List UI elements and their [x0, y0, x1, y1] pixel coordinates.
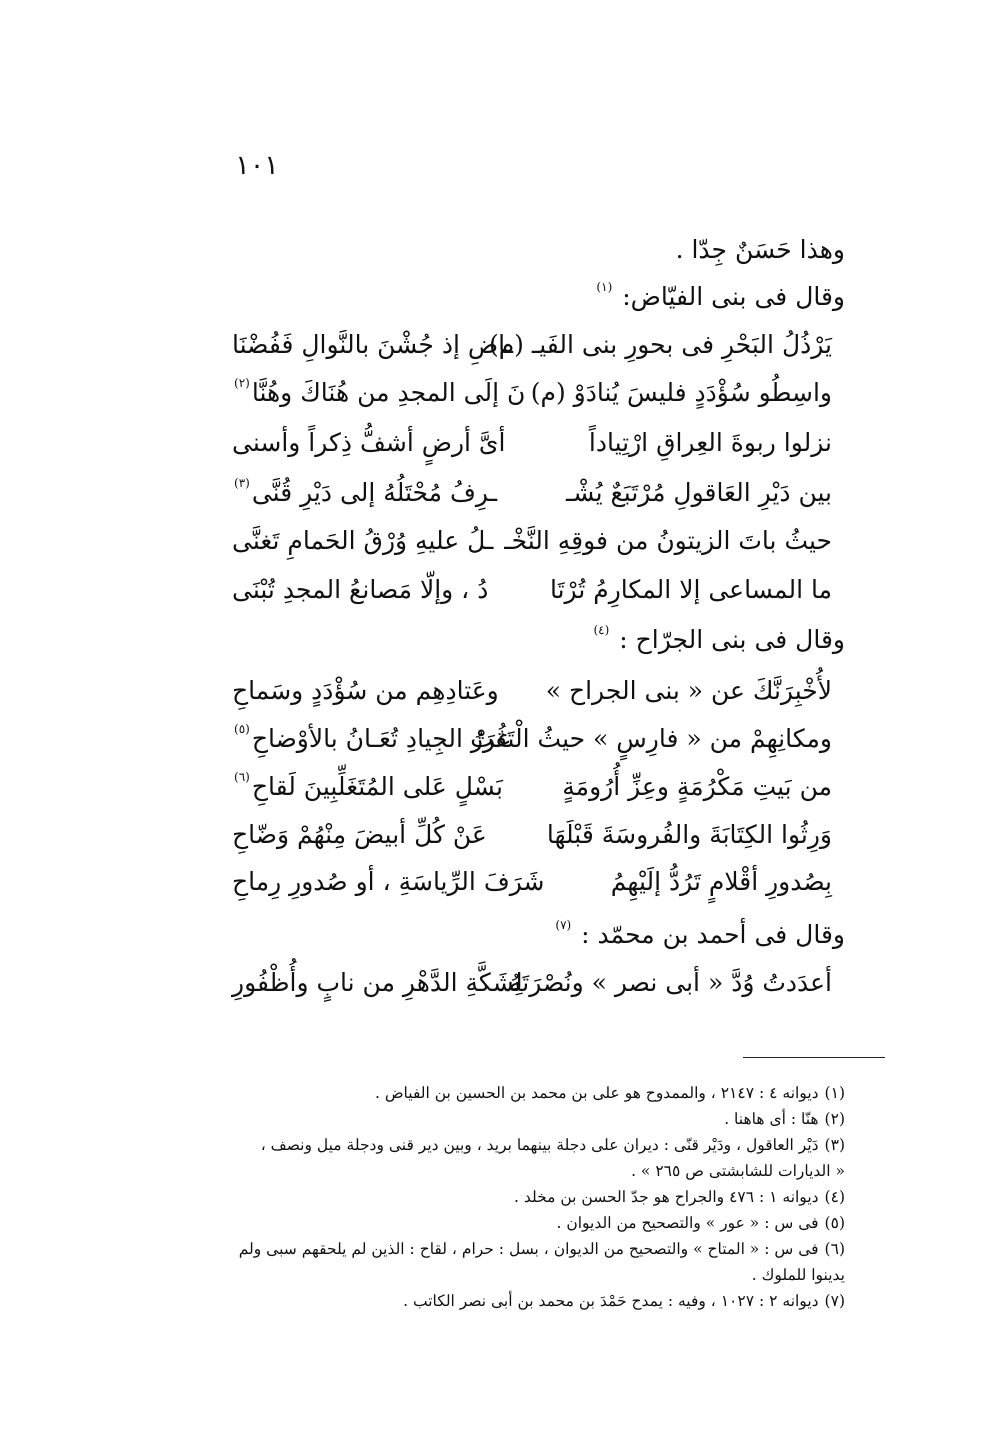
footnotes: [150, 1080, 845, 1314]
footnote: [150, 1132, 845, 1158]
footnote-number: (٤): [824, 1188, 845, 1206]
verse-first-hemistich: نزلوا ربوةَ العِراقِ ارْتِياداً: [588, 428, 832, 457]
section-heading: [165, 282, 845, 312]
footnote-continuation: [150, 1158, 845, 1184]
footnote-text: ديوانه ١ : ٤٧٦ والجراح هو جدّ الحسن بن مخلد .: [514, 1188, 819, 1206]
verse-first-hemistich: بين دَيْرِ العَاقولِ مُرْتَبَعٌ يُشْـ: [565, 478, 832, 507]
footnote-text: ديوانه ٢ : ١٠٢٧ ، وفيه : يمدح حَمْدَ بن محمد بن أبى نصر الكاتب .: [403, 1292, 819, 1310]
verse-text: ـرِفُ مُحْتَلُهُ إلى دَيْرِ قُنَّى: [251, 478, 498, 507]
footnote-text: يدينوا للملوك .: [751, 1266, 845, 1284]
verse-first-hemistich: لأُخْبِرَنَّكَ عن « بنى الجراح »: [545, 676, 832, 705]
verse-text: بَسْلٍ عَلى المُتَغَلِّبِينَ لَقاحِ: [251, 772, 503, 801]
section-heading: [165, 920, 845, 950]
verse-second-hemistich: شَرَفَ الرِّياسَةِ ، أو صُدورِ رِماحِ: [232, 867, 545, 896]
footnote: [150, 1236, 845, 1262]
footnote-ref: (٢): [234, 376, 250, 390]
footnote-ref: (٤): [593, 623, 610, 637]
footnote: [150, 1106, 845, 1132]
heading-text: وقال فى بنى الفيّاض:: [622, 282, 845, 311]
verse-second-hemistich: لِشَكَّةِ الدَّهْرِ من نابٍ وأُظْفُورِ: [232, 968, 523, 997]
verse-first-hemistich: حيثُ باتَ الزيتونُ من فوقِهِ النَّخْـ: [504, 526, 832, 555]
footnote-ref: (٧): [555, 918, 572, 932]
verse-line: [232, 330, 832, 376]
footnote-ref: (٦): [234, 770, 250, 784]
footnote-text: دَيْر العاقول ، ودَيْر قنّى : ديران على دجلة بينهما بريد ، وبين دير قنى ودجلة ميل ونصف ،: [260, 1136, 819, 1154]
verse-first-hemistich: وَرِثُوا الكِتَابَةَ والفُروسَةَ قَبْلَهَا: [546, 820, 832, 849]
verse-second-hemistich: ـلُ عليهِ وُرْقُ الحَمامِ تَغنَّى: [232, 526, 494, 555]
verse-line: [232, 867, 832, 913]
heading-text: وقال فى أحمد بن محمّد :: [581, 920, 845, 949]
verse-line: [232, 724, 832, 770]
footnote: [150, 1288, 845, 1314]
verse-line: [232, 772, 832, 818]
footnote: [150, 1210, 845, 1236]
verse-second-hemistich: عَنْ كُلِّ أبيضَ مِنْهُمْ وَضّاحِ: [232, 820, 487, 849]
verse-second-hemistich: [232, 378, 525, 407]
footnote-text: ديوانه ٤ : ٢١٤٧ ، والممدوح هو على بن محمد بن الحسين بن الفياض .: [374, 1084, 819, 1102]
footnote-number: (٣): [824, 1136, 845, 1154]
footnote-number: (٢): [824, 1110, 845, 1128]
footnote-number: (٥): [824, 1214, 845, 1232]
verse-line: [232, 968, 832, 1014]
footnote-number: (٦): [824, 1240, 845, 1258]
footnote: [150, 1080, 845, 1106]
verse-text: نَ إلَى المجدِ من هُنَاكَ وهُنَّا: [251, 378, 526, 407]
footnote: [150, 1184, 845, 1210]
footnote-number: (١): [824, 1084, 845, 1102]
verse-first-hemistich: ما المساعى إلا المكارِمُ تُرْتَا: [549, 575, 832, 604]
verse-line: [232, 428, 832, 474]
verse-second-hemistich: أىَّ أرضٍ أشفُّ ذِكراً وأسنى: [232, 428, 506, 457]
verse-second-hemistich: ـاضِ إذ جُشْنَ بالنَّوالِ فَفُضْنَا: [232, 330, 514, 359]
prose-line: وهذا حَسَنٌ جِدّا .: [675, 235, 845, 264]
footnote-text: هنّا : أى هاهنا .: [724, 1110, 819, 1128]
footnote-number: (٧): [824, 1292, 845, 1310]
footnote-text: فى س : « المتاح » والتصحيح من الديوان ، بسل : حرام ، لقاح : الذين لم يلحقهم سبى ولم: [238, 1240, 819, 1258]
verse-line: [232, 526, 832, 572]
verse-second-hemistich: [232, 772, 503, 801]
section-heading: [165, 625, 845, 655]
footnote-divider: [743, 1057, 885, 1058]
verse-second-hemistich: دُ ، وإلّا مَصانعُ المجدِ تُبْنَى: [232, 575, 489, 604]
verse-first-hemistich: بِصُدورِ أقْلامٍ تَرُدُّ إلَيْهِمُ: [610, 867, 832, 896]
verse-line: [232, 575, 832, 621]
verse-first-hemistich: من بَيتِ مَكْرُمَةٍ وعِزِّ أُرُومَةٍ: [562, 772, 832, 801]
verse-text: غُرَرُ الجِيادِ تُعَـانُ بالأوْضاحِ: [251, 724, 510, 753]
footnote-text: فى س : « عور » والتصحيح من الديوان .: [556, 1214, 819, 1232]
verse-second-hemistich: [232, 478, 497, 507]
footnote-text: « الديارات للشابشتى ص ٢٦٥ » .: [631, 1162, 845, 1180]
verse-first-hemistich: ومكانِهِمْ من « فارِسٍ » حيثُ الْتَقتْ: [470, 724, 832, 753]
verse-first-hemistich: أعدَدتُ وُدَّ « أبى نصر » ونُصْرَتَهُ: [508, 968, 832, 997]
verse-line: [232, 478, 832, 524]
verse-line: [232, 820, 832, 866]
footnote-ref: (٣): [234, 476, 250, 490]
verse-first-hemistich: واسِطُو سُؤْدَدٍ فليسَ يُنادَوْ (م): [530, 378, 832, 407]
verse-line: [232, 676, 832, 722]
verse-second-hemistich: [232, 724, 510, 753]
verse-line: [232, 378, 832, 424]
verse-first-hemistich: يَرْذُلُ البَحْرِ فى بحورِ بنى الفَيـ (م): [488, 330, 832, 359]
verse-second-hemistich: وعَتادِهِم من سُؤْدَدٍ وسَماحِ: [232, 676, 499, 705]
page-number: ١٠١: [235, 150, 279, 181]
footnote-continuation: [150, 1262, 845, 1288]
footnote-ref: (١): [596, 280, 613, 294]
footnote-ref: (٥): [234, 722, 250, 736]
heading-text: وقال فى بنى الجرّاح :: [619, 625, 845, 654]
